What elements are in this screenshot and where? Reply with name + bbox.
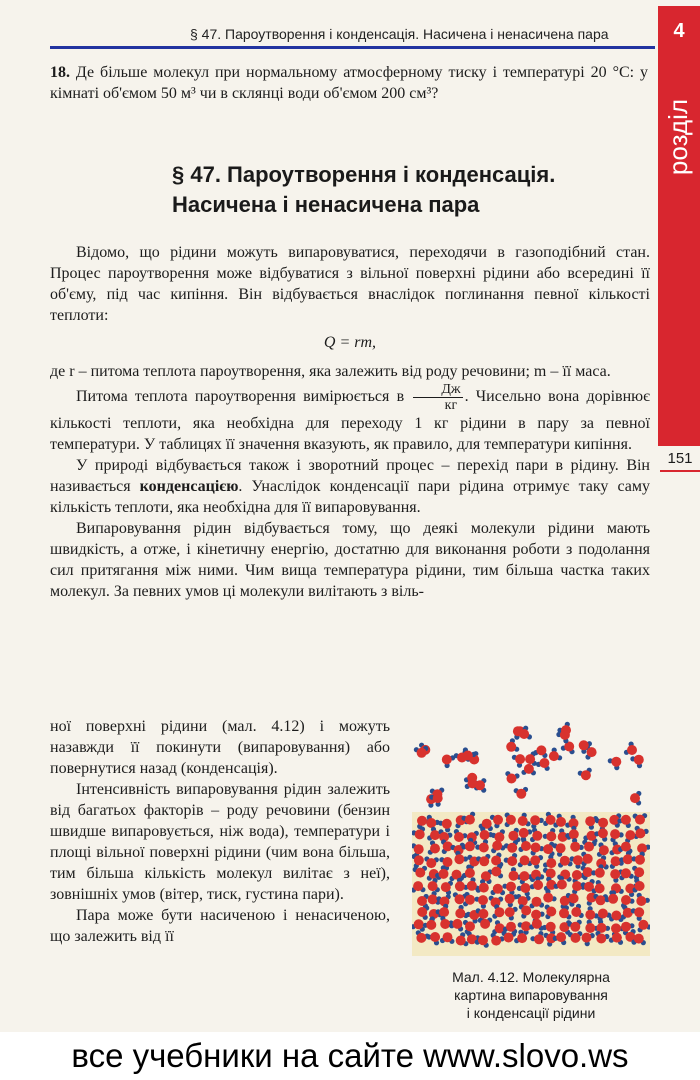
paragraph-3-after: . Чисельно вона дорівнює кількості теплоти, яка необхідна для переходу 1 кг рідини в пару за певної температури. У таблицях її значення вказують, як правило, для температури кипіння.: [50, 388, 650, 453]
header-divider: [50, 46, 655, 49]
paragraph-6: Інтенсивність випаровування рідин залежить від багатьох факторів – роду речовини (бензин швидше випаровується, ніж вода), температури і площі вільної поверхні рідини (чим вона більша, тим більша кількість молекул вилітає з неї), зовнішніх умов (вітер, тиск, густина пари).: [50, 781, 390, 903]
water-molecule: [536, 758, 550, 771]
water-molecule: [506, 738, 519, 752]
caption-line1: Мал. 4.12. Молекулярна: [452, 969, 610, 985]
chapter-tab: [658, 6, 700, 446]
caption-line2: картина випаровування: [454, 987, 608, 1003]
water-molecule: [525, 751, 537, 766]
water-molecule: [561, 742, 575, 755]
caption-line3: і конденсації рідини: [466, 1005, 596, 1021]
water-molecule: [578, 768, 592, 781]
formula: Q = rm,: [323, 334, 377, 351]
question-text: Де більше молекул при нормальному атмосферному тиску і температурі 20 °С: у кімнаті об'ємом 50 м³ чи в склянці води об'ємом 200 см³?: [50, 64, 648, 102]
chapter-number: 4: [673, 20, 685, 42]
paragraph-2: де r – питома теплота пароутворення, яка залежить від роду речовини; m – її маса.: [50, 363, 611, 380]
paragraph-5: Випаровування рідин відбувається тому, що деякі молекули рідини мають швидкість, а отже, і кінетичну енергію, достатню для виконання роботи з подолання сил притягання між ними. Чим вища температура рідини, тим більша частка таких молекул. За певних умов ці молекули вилітають з віль-: [50, 520, 650, 600]
question-number: 18.: [50, 64, 70, 81]
paragraph-4-before: У природі відбувається також і зворотний процес – перехід пари в рідину. Він називається: [50, 457, 650, 495]
section-title: [172, 160, 642, 220]
paragraph-5-continued: ної поверхні рідини (мал. 4.12) і можуть назавжди її покинути (випаровування) або повернутися назад (конденсація).: [50, 718, 390, 777]
water-molecule: [475, 778, 486, 793]
molecules-illustration: [412, 716, 650, 956]
paragraph-3: [50, 382, 650, 455]
paragraph-4-after: . Унаслідок конденсації пари рідина отримує таку саму кількість теплоти, яка необхідна для її випаровування.: [50, 478, 650, 516]
water-molecule: [512, 754, 525, 768]
water-molecule: [630, 755, 644, 769]
running-header: § 47. Пароутворення і конденсація. Насичена і ненасичена пара: [190, 26, 609, 42]
body-text-top: [50, 242, 650, 602]
water-molecule: [442, 755, 455, 769]
question-18: [50, 62, 648, 104]
paragraph-7: Пара може бути насиченою і ненасиченою, що залежить від її: [50, 907, 390, 945]
term-condensation: конденсацією: [139, 478, 239, 495]
figure-caption: [412, 968, 650, 1022]
water-molecule: [505, 771, 519, 783]
water-molecule: [533, 745, 547, 758]
section-title-line1: § 47. Пароутворення і конденсація.: [172, 162, 556, 187]
molecular-figure: [412, 716, 650, 956]
section-title-line2: Насичена і ненасичена пара: [172, 192, 480, 217]
body-text-left-column: [50, 716, 390, 947]
unit-fraction: [413, 382, 462, 413]
water-molecule: [624, 742, 637, 756]
water-molecule: [630, 791, 641, 806]
unit-numerator: Дж: [413, 382, 462, 398]
unit-denominator: кг: [444, 398, 458, 413]
water-molecule: [514, 787, 529, 799]
paragraph-4: [50, 455, 650, 518]
paragraph-1: Відомо, що рідини можуть випаровуватися, переходячи в газоподібний стан. Процес пароутворення може відбуватися з вільної поверхні рідини або всередині її об'єму, під час кипіння. Він відбувається внаслідок поглинання певної кількості теплоти:: [50, 244, 650, 324]
water-molecule: [608, 757, 622, 771]
water-molecule: [549, 748, 562, 762]
site-watermark: все учебники на сайте www.slovo.ws: [0, 1032, 700, 1080]
chapter-word: розділ: [663, 98, 693, 176]
page-number: 151: [667, 450, 693, 467]
page-number-underline: [660, 470, 700, 472]
paragraph-3-before: Питома теплота пароутворення вимірюється в: [76, 388, 405, 406]
